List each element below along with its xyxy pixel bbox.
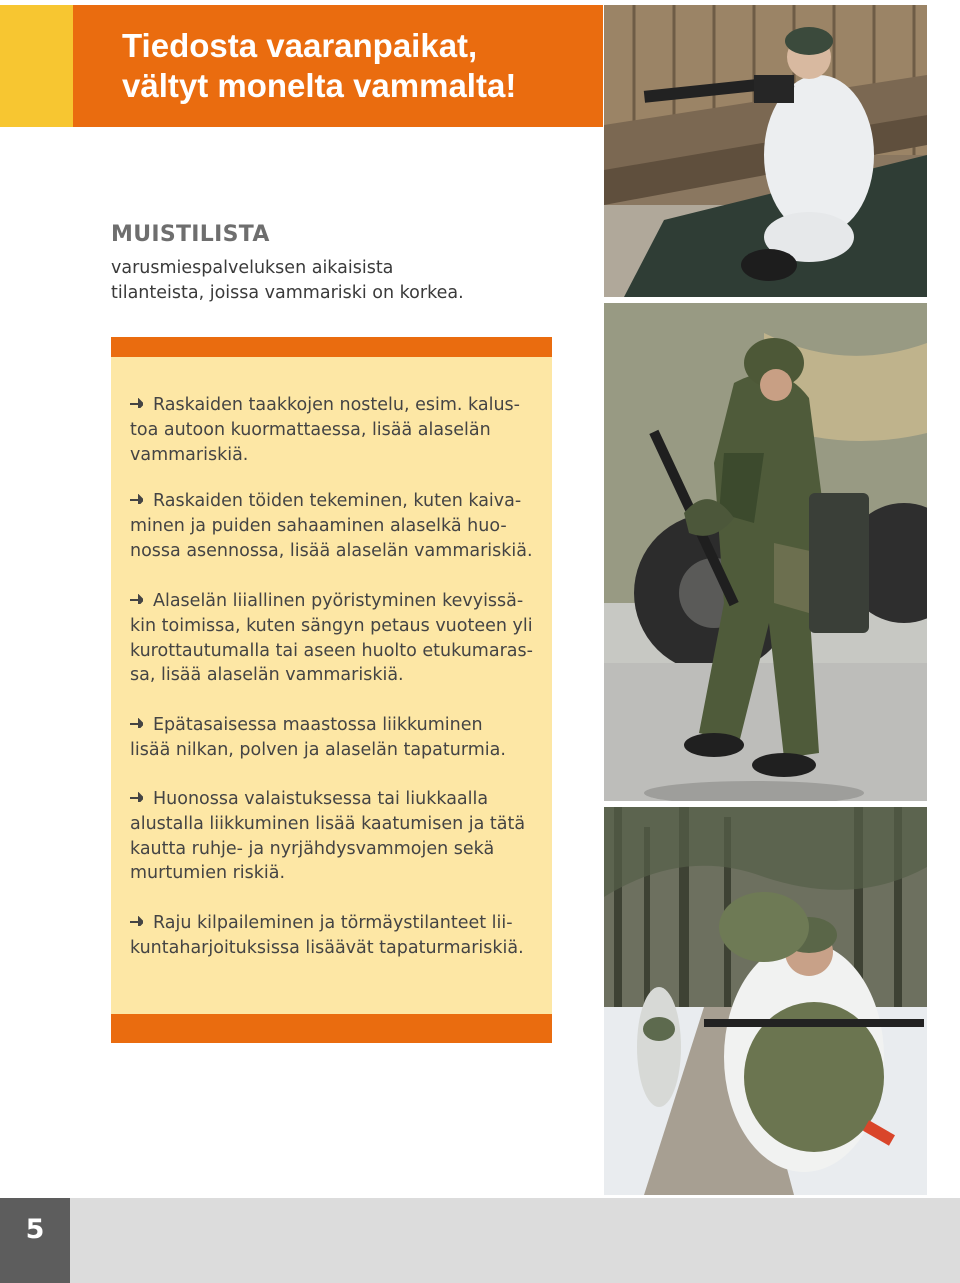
checklist-item bbox=[130, 489, 545, 563]
photo-soldier-aiming-rifle bbox=[604, 5, 927, 297]
checklist-intro bbox=[111, 256, 551, 306]
checklist-item bbox=[130, 713, 545, 763]
checklist-item-line-1: Huonossa valaistuksessa tai liukkaalla bbox=[130, 787, 545, 812]
arrow-right-icon bbox=[130, 594, 143, 604]
title-line-2: vältyt monelta vammalta! bbox=[122, 67, 517, 104]
arrow-right-icon bbox=[130, 398, 143, 408]
header-yellow-tab bbox=[0, 5, 73, 127]
checklist-item-line-2: toa autoon kuormattaessa, lisää alaselän bbox=[130, 419, 491, 440]
intro-line-2: tilanteista, joissa vammariski on korkea. bbox=[111, 283, 464, 303]
checklist-box-top-bar bbox=[111, 337, 552, 357]
checklist-box-bottom-bar bbox=[111, 1014, 552, 1043]
checklist-item-line-3: kurottautumalla tai aseen huolto etukumaras- bbox=[130, 640, 533, 661]
footer-bar bbox=[70, 1198, 960, 1283]
checklist-item-line-1: Epätasaisessa maastossa liikkuminen bbox=[130, 713, 545, 738]
checklist-item-line-2: kin toimissa, kuten sängyn petaus vuoteen yli bbox=[130, 615, 533, 636]
arrow-right-icon bbox=[130, 792, 143, 802]
checklist-item-line-2: minen ja puiden sahaaminen alaselkä huo- bbox=[130, 515, 507, 536]
checklist-item-line-1: Raskaiden taakkojen nostelu, esim. kalus- bbox=[130, 393, 545, 418]
title-line-1: Tiedosta vaaranpaikat, bbox=[122, 27, 478, 64]
page-title bbox=[122, 26, 592, 106]
checklist-item-line-1: Alaselän liiallinen pyöristyminen kevyissä- bbox=[130, 589, 545, 614]
arrow-right-icon bbox=[130, 494, 143, 504]
checklist-item bbox=[130, 911, 545, 961]
checklist-item-line-1: Raju kilpaileminen ja törmäystilanteet lii- bbox=[130, 911, 545, 936]
checklist-item-line-2: alustalla liikkuminen lisää kaatumisen ja tätä bbox=[130, 813, 526, 834]
checklist-item-line-3: nossa asennossa, lisää alaselän vammariskiä. bbox=[130, 540, 533, 561]
checklist-item-line-2: lisää nilkan, polven ja alaselän tapaturmia. bbox=[130, 739, 506, 760]
checklist-item-line-4: murtumien riskiä. bbox=[130, 863, 286, 884]
checklist-item-line-2: kuntaharjoituksissa lisäävät tapaturmariskiä. bbox=[130, 937, 524, 958]
checklist-item-line-4: sa, lisää alaselän vammariskiä. bbox=[130, 665, 404, 686]
page-number: 5 bbox=[25, 1214, 45, 1245]
checklist-item-line-1: Raskaiden töiden tekeminen, kuten kaiva- bbox=[130, 489, 545, 514]
checklist-item bbox=[130, 787, 545, 886]
checklist-item bbox=[130, 589, 545, 688]
intro-line-1: varusmiespalveluksen aikaisista bbox=[111, 258, 394, 278]
arrow-right-icon bbox=[130, 718, 143, 728]
photo-soldier-running-with-sack bbox=[604, 807, 927, 1195]
checklist-heading: MUISTILISTA bbox=[111, 222, 270, 247]
photo-soldier-walking-by-vehicle bbox=[604, 303, 927, 801]
checklist-item-line-3: vammariskiä. bbox=[130, 444, 249, 465]
arrow-right-icon bbox=[130, 916, 143, 926]
checklist-item bbox=[130, 393, 545, 467]
checklist-item-line-3: kautta ruhje- ja nyrjähdysvammojen sekä bbox=[130, 838, 495, 859]
